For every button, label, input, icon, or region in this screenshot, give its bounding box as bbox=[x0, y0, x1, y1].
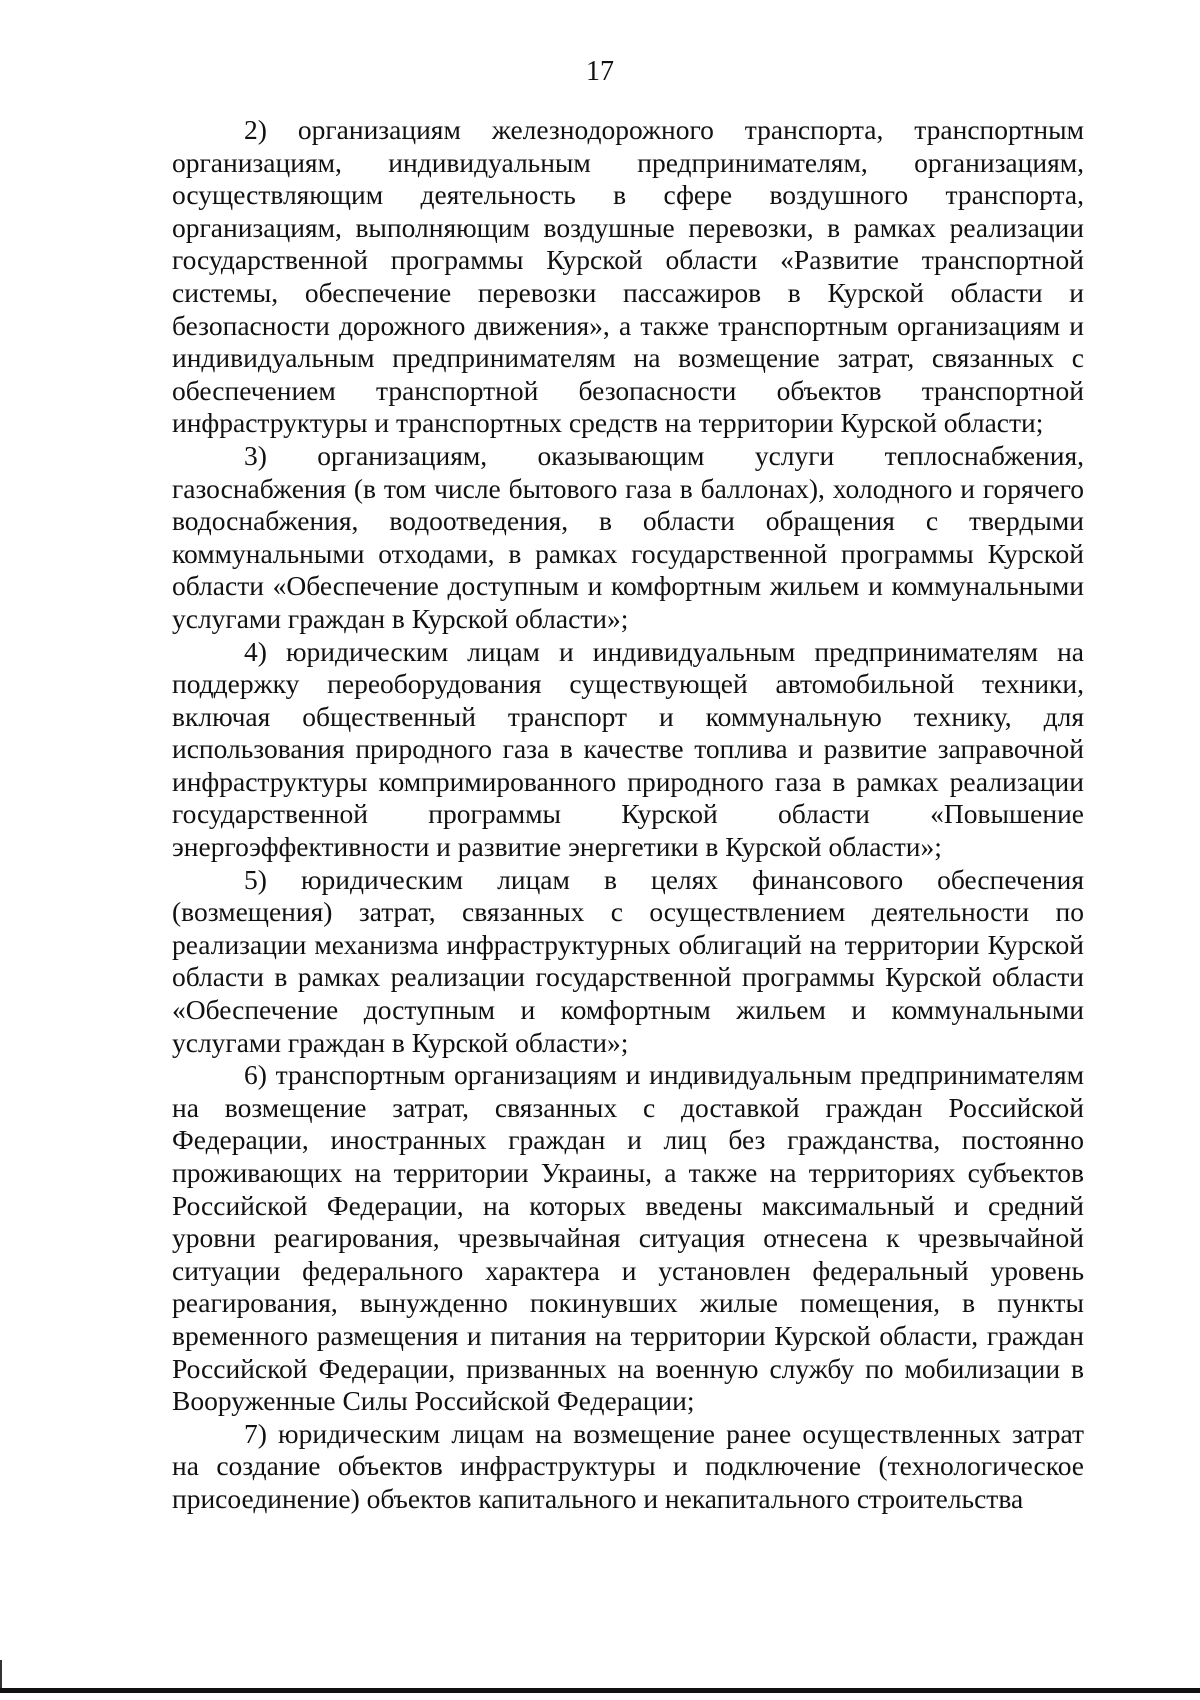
page-number: 17 bbox=[586, 56, 614, 87]
paragraph-item-2: 2) организациям железнодорожного транспорта, транспортным организациям, индивидуальным предпринимателям, организациям, осуществляющим деятельность в сфере воздушного транспорта, организациям, выполняющим воздушные перевозки, в рамках реализации государственной программы Курской области «Развитие транспортной системы, обеспечение перевозки пассажиров в Курской области и безопасности дорожного движения», а также транспортным организациям и индивидуальным предпринимателям на возмещение затрат, связанных с обеспечением транспортной безопасности объектов транспортной инфраструктуры и транспортных средств на территории Курской области; bbox=[172, 114, 1084, 439]
scan-edge-mark bbox=[0, 1660, 2, 1690]
scan-bottom-border bbox=[0, 1688, 1200, 1693]
document-body bbox=[172, 114, 1084, 1516]
paragraph-item-3: 3) организациям, оказывающим услуги теплоснабжения, газоснабжения (в том числе бытового газа в баллонах), холодного и горячего водоснабжения, водоотведения, в области обращения с твердыми коммунальными отходами, в рамках государственной программы Курской области «Обеспечение доступным и комфортным жильем и коммунальными услугами граждан в Курской области»; bbox=[172, 439, 1084, 634]
paragraph-item-5: 5) юридическим лицам в целях финансового обеспечения (возмещения) затрат, связанных с осуществлением деятельности по реализации механизма инфраструктурных облигаций на территории Курской области в рамках реализации государственной программы Курской области «Обеспечение доступным и комфортным жильем и коммунальными услугами граждан в Курской области»; bbox=[172, 863, 1084, 1058]
paragraph-item-7: 7) юридическим лицам на возмещение ранее осуществленных затрат на создание объектов инфраструктуры и подключение (технологическое присоединение) объектов капитального и некапитального строительства bbox=[172, 1417, 1084, 1514]
paragraph-item-6: 6) транспортным организациям и индивидуальным предпринимателям на возмещение затрат, связанных с доставкой граждан Российской Федерации, иностранных граждан и лиц без гражданства, постоянно проживающих на территории Украины, а также на территориях субъектов Российской Федерации, на которых введены максимальный и средний уровни реагирования, чрезвычайная ситуация отнесена к чрезвычайной ситуации федерального характера и установлен федеральный уровень реагирования, вынужденно покинувших жилые помещения, в пункты временного размещения и питания на территории Курской области, граждан Российской Федерации, призванных на военную службу по мобилизации в Вооруженные Силы Российской Федерации; bbox=[172, 1059, 1084, 1417]
paragraph-item-4: 4) юридическим лицам и индивидуальным предпринимателям на поддержку переоборудования существующей автомобильной техники, включая общественный транспорт и коммунальную технику, для использования природного газа в качестве топлива и развитие заправочной инфраструктуры компримированного природного газа в рамках реализации государственной программы Курской области «Повышение энергоэффективности и развитие энергетики в Курской области»; bbox=[172, 635, 1084, 863]
